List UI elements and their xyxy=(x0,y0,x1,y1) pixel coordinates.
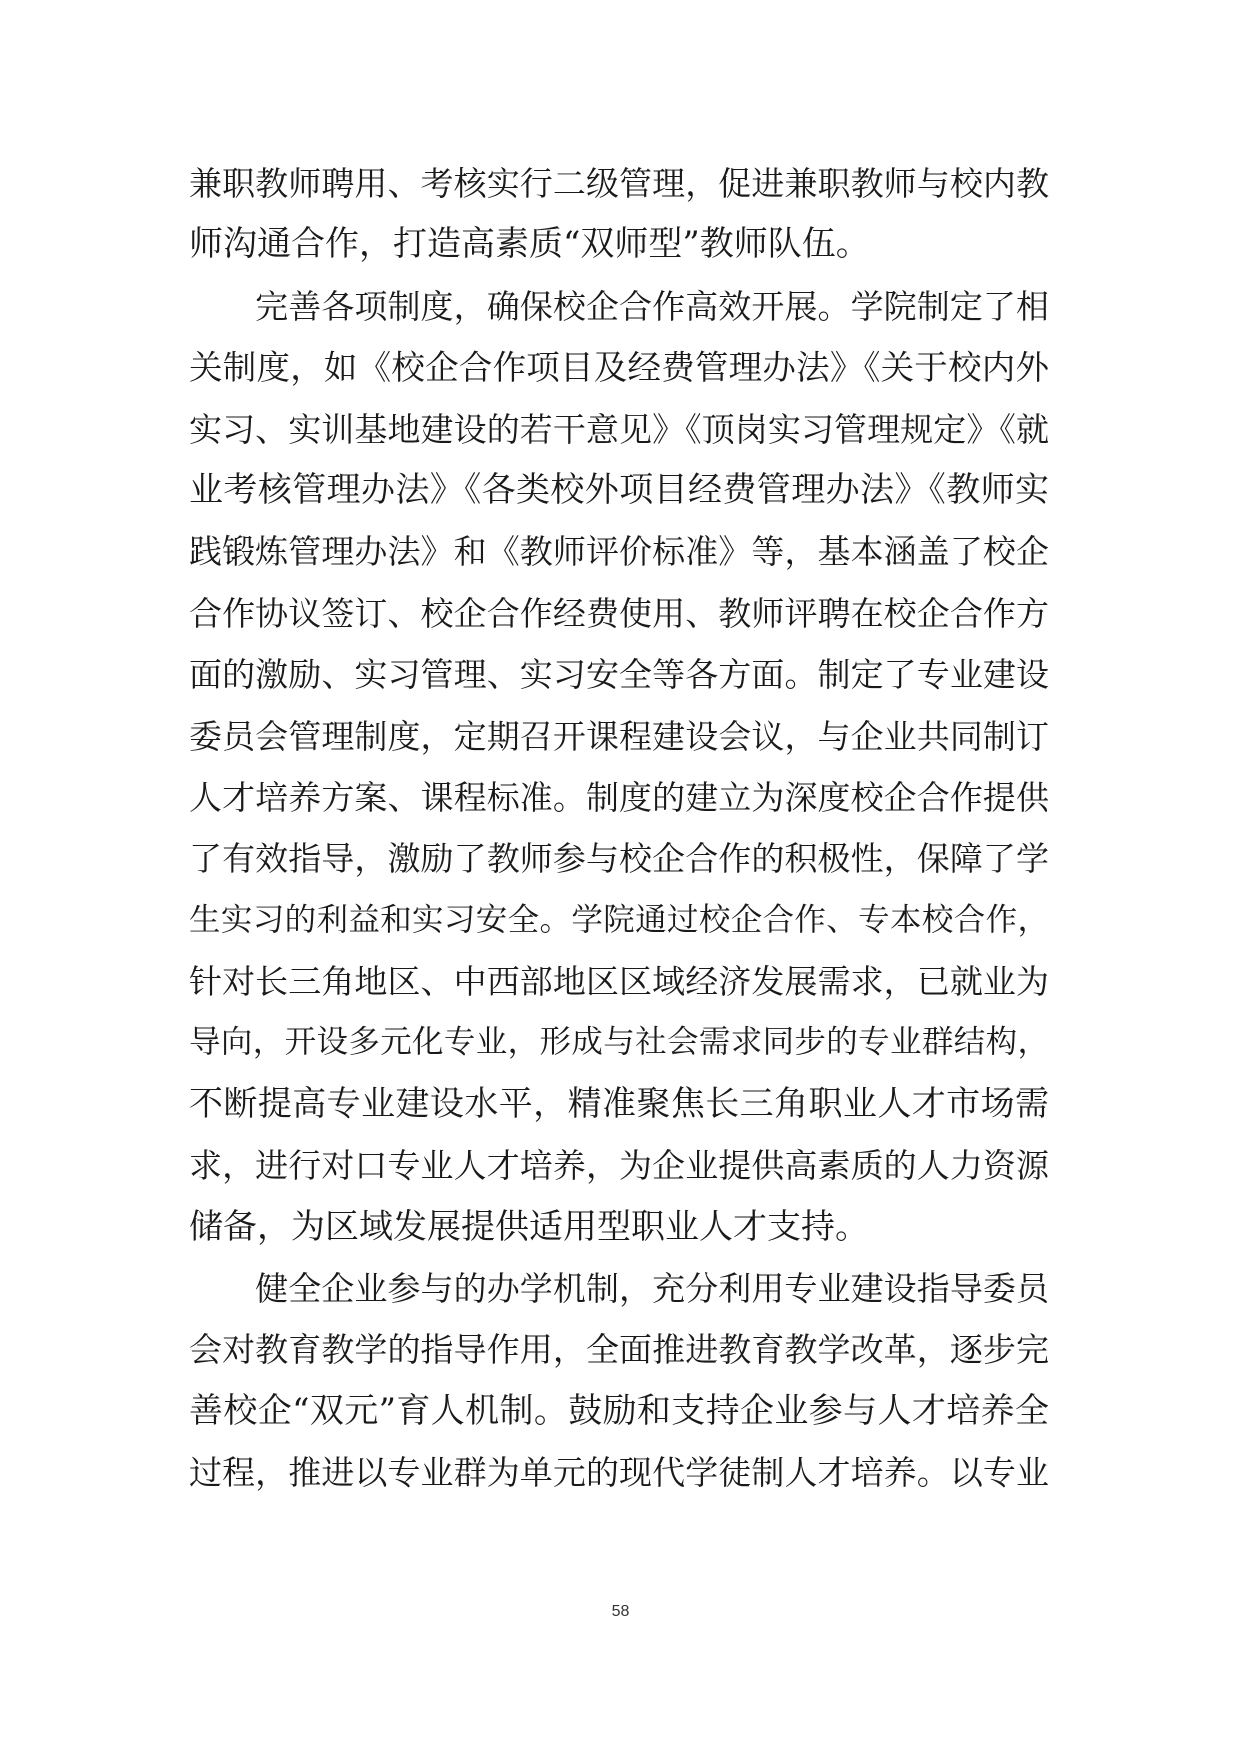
text-line: 不断提高专业建设水平，精准聚焦长三角职业人才市场需 xyxy=(189,1083,1049,1124)
text-line: 人才培养方案、课程标准。制度的建立为深度校企合作提供 xyxy=(189,777,1049,817)
text-line: 合作协议签订、校企合作经费使用、教师评聘在校企合作方 xyxy=(189,593,1049,633)
text-line: 业考核管理办法》《各类校外项目经费管理办法》《教师实 xyxy=(189,469,1049,510)
body-text xyxy=(189,153,1049,1504)
text-line: 关制度，如《校企合作项目及经费管理办法》《关于校内外 xyxy=(189,348,1049,388)
text-line: 面的激励、实习管理、实习安全等各方面。制定了专业建设 xyxy=(189,655,1049,695)
text-line: 针对长三角地区、中西部地区区域经济发展需求，已就业为 xyxy=(189,962,1049,1002)
text-line: 实习、实训基地建设的若干意见》《顶岗实习管理规定》《就 xyxy=(189,409,1049,449)
text-line: 生实习的利益和实习安全。学院通过校企合作、专本校合作， xyxy=(189,901,1049,938)
text-line: 导向，开设多元化专业，形成与社会需求同步的专业群结构， xyxy=(189,1024,1049,1061)
text-line: 过程，推进以专业群为单元的现代学徒制人才培养。以专业 xyxy=(189,1453,1049,1493)
text-line: 完善各项制度，确保校企合作高效开展。学院制定了相 xyxy=(189,286,1049,326)
text-line: 储备，为区域发展提供适用型职业人才支持。 xyxy=(189,1206,869,1247)
page-number: 58 xyxy=(611,1603,630,1620)
text-line: 委员会管理制度，定期召开课程建设会议，与企业共同制订 xyxy=(189,716,1049,756)
text-line: 会对教育教学的指导作用，全面推进教育教学改革，逐步完 xyxy=(189,1330,1049,1370)
text-line: 师沟通合作，打造高素质“双师型”教师队伍。 xyxy=(189,224,870,265)
text-line: 健全企业参与的办学机制，充分利用专业建设指导委员 xyxy=(189,1269,1049,1309)
text-line: 兼职教师聘用、考核实行二级管理，促进兼职教师与校内教 xyxy=(189,164,1049,203)
text-line: 求，进行对口专业人才培养，为企业提供高素质的人力资源 xyxy=(189,1146,1049,1186)
text-line: 践锻炼管理办法》和《教师评价标准》等，基本涵盖了校企 xyxy=(189,532,1049,572)
text-line: 善校企“双元”育人机制。鼓励和支持企业参与人才培养全 xyxy=(189,1390,1049,1431)
text-line: 了有效指导，激励了教师参与校企合作的积极性，保障了学 xyxy=(189,839,1049,879)
